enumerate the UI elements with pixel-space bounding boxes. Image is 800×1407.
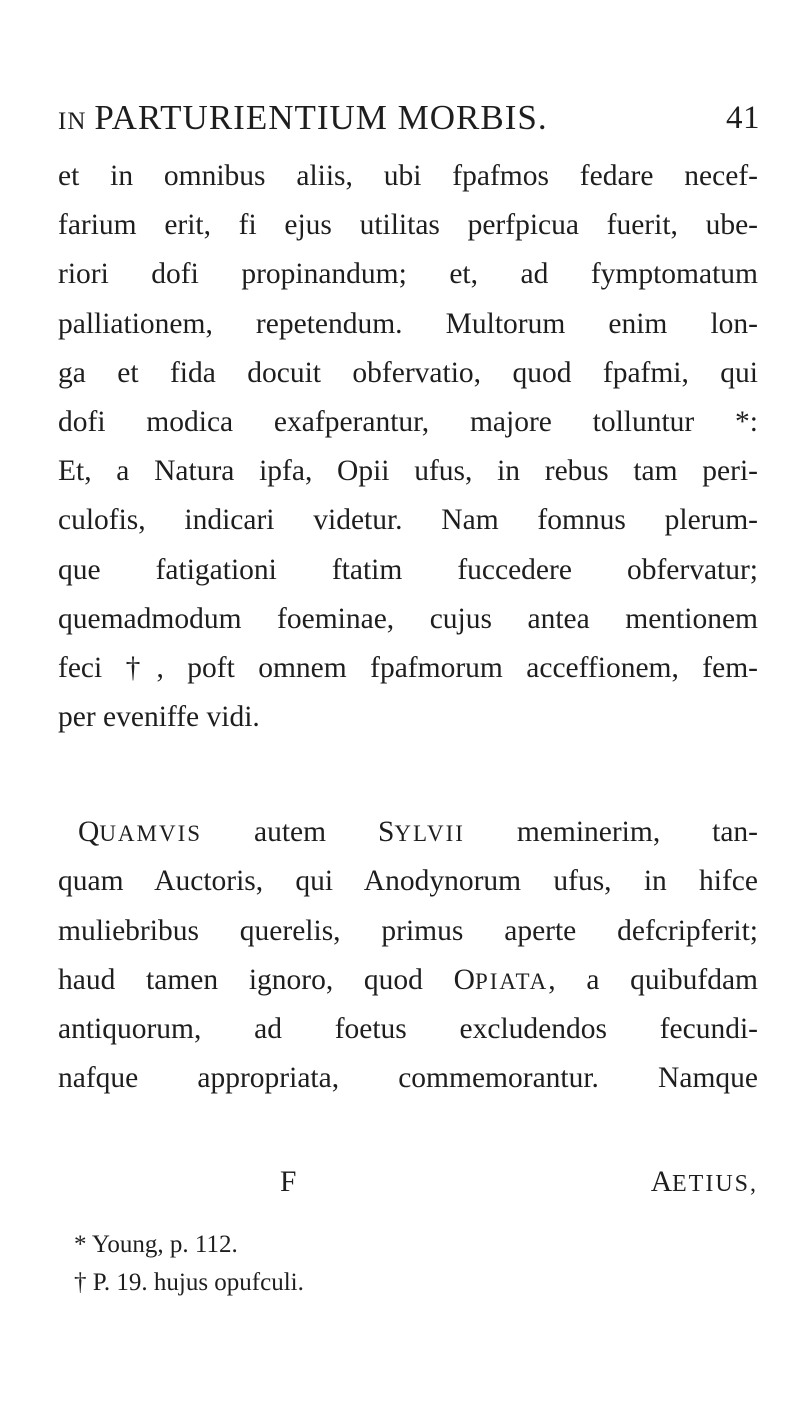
text-line: farium erit, fi ejus utilitas perfpicua fuerit, ube- [58, 209, 758, 242]
catchline [280, 1166, 758, 1206]
text-line: culofis, indicari videtur. Nam fomnus plerum- [58, 504, 758, 537]
text-line: ga et fida docuit obfervatio, quod fpafmi, qui [58, 356, 758, 389]
footnote: * Young, p. 112. [74, 1231, 238, 1258]
header-title: PARTURIENTIUM MORBIS. [94, 98, 548, 137]
text-line: riori dofi propinandum; et, ad fymptomatum [58, 258, 758, 291]
small-caps-word: QUAMVIS [78, 816, 203, 849]
text-line: muliebribus querelis, primus aperte defcripferit; [58, 914, 758, 947]
text-line: per eveniffe vidi. [58, 701, 260, 734]
text-line: Et, a Natura ipfa, Opii ufus, in rebus tam peri- [58, 455, 758, 488]
text-line: dofi modica exafperantur, majore tolluntur *: [58, 405, 758, 438]
signature-mark: F [280, 1166, 297, 1198]
text-line: feci †, poft omnem fpafmorum acceffionem, fem- [58, 651, 758, 684]
running-header [58, 98, 758, 144]
footnotes [74, 1226, 674, 1302]
page-number: 41 [726, 100, 760, 136]
paragraph-gap [58, 742, 758, 808]
text-line: QUAMVIS autem SYLVII meminerim, tan- [78, 816, 758, 849]
text-line: palliationem, repetendum. Multorum enim lon- [58, 307, 758, 340]
text-line: nafque appropriata, commemorantur. Namque [58, 1062, 758, 1095]
body-text [58, 152, 758, 1103]
text-line: quemadmodum foeminae, cujus antea mentionem [58, 602, 758, 635]
footnote: † P. 19. hujus opufculi. [74, 1269, 304, 1296]
small-caps-word: SYLVII [378, 816, 465, 849]
header-prefix: IN [58, 108, 87, 135]
small-caps-word: OPIATA [453, 963, 549, 996]
text-line: que fatigationi ftatim fuccedere obfervatur; [58, 553, 758, 586]
text-line: antiquorum, ad foetus excludendos fecundi- [58, 1013, 758, 1045]
text-line: haud tamen ignoro, quod OPIATA, a quibufdam [58, 963, 758, 996]
text-line: et in omnibus aliis, ubi fpafmos fedare necef- [58, 160, 758, 192]
text-line: quam Auctoris, qui Anodynorum ufus, in hifce [58, 865, 758, 898]
catchword: AETIUS, [650, 1166, 758, 1198]
